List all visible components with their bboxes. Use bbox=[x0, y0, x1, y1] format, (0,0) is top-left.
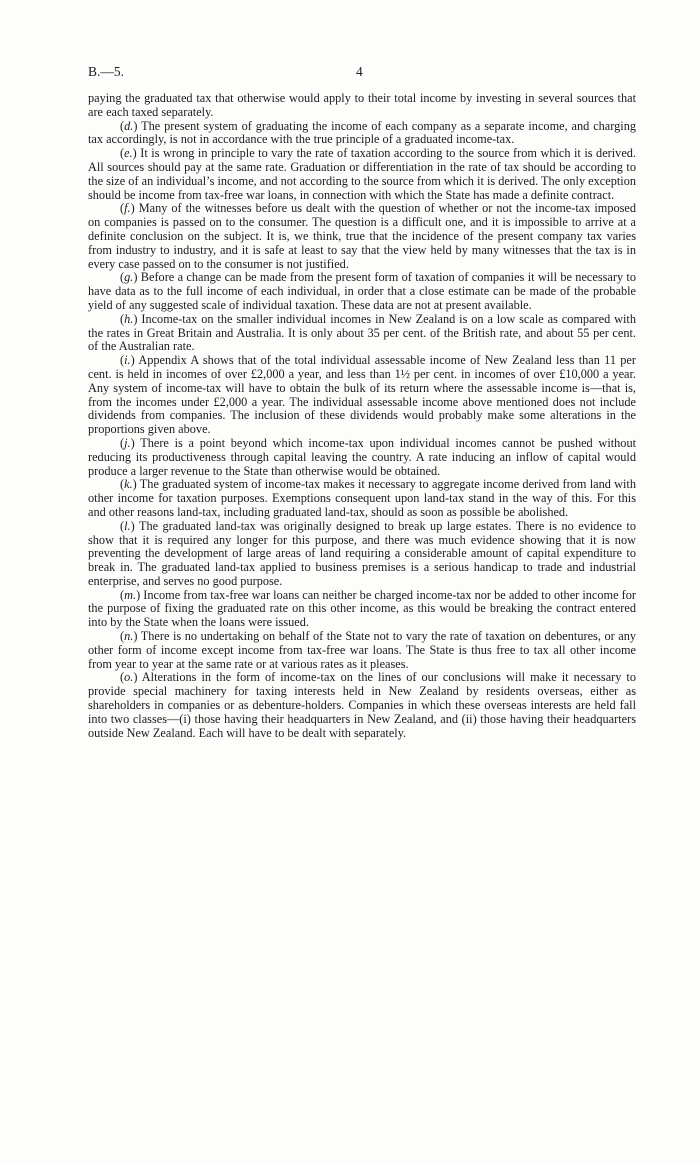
item-label-open: ( bbox=[120, 629, 125, 644]
item-label-close: ) bbox=[132, 146, 141, 161]
item-text: There is a point beyond which income-tax upon individual incomes cannot be pushed without reducing its productiveness through capital leaving the country. A rate inducing an inflow of capital would produce a larger revenue to the State than otherwise would be obtained. bbox=[88, 435, 637, 478]
conclusion-item bbox=[88, 437, 636, 478]
item-label: f. bbox=[124, 201, 131, 216]
item-label-close: ) bbox=[132, 477, 140, 492]
item-label-open: ( bbox=[120, 353, 125, 368]
item-text: Income from tax-free war loans can neither be charged income-tax nor be added to other income for the purpose of fixing the graduated rate on this other income, as this would be breaking the contract entered into by the State when the loans were issued. bbox=[88, 587, 637, 630]
item-label-close: ) bbox=[130, 518, 139, 533]
item-label-open: ( bbox=[120, 146, 125, 161]
conclusion-item bbox=[88, 589, 636, 630]
conclusion-item bbox=[88, 354, 636, 437]
item-label: k. bbox=[124, 477, 133, 492]
item-label: n. bbox=[124, 629, 134, 644]
item-label-close: ) bbox=[130, 353, 139, 368]
item-label-open: ( bbox=[120, 201, 125, 216]
item-label-open: ( bbox=[120, 587, 125, 602]
item-text: The present system of graduating the income of each company as a separate income, and charging tax accordingly, is not in accordance with the true principle of a graduated income-tax. bbox=[88, 118, 637, 147]
item-label-close: ) bbox=[133, 311, 142, 326]
item-label-close: ) bbox=[133, 118, 142, 133]
item-label-close: ) bbox=[136, 587, 144, 602]
item-label-close: ) bbox=[133, 670, 142, 685]
conclusion-item bbox=[88, 271, 636, 312]
item-label-open: ( bbox=[120, 118, 125, 133]
item-text: Before a change can be made from the present form of taxation of companies it will be necessary to have data as to the full income of each individual, in order that a close estimate can be made of the probable yield of any suggested scale of individual taxation. These data are not at present available. bbox=[88, 270, 637, 312]
item-label: j. bbox=[124, 435, 131, 450]
conclusion-list bbox=[88, 120, 636, 741]
body-text bbox=[88, 92, 636, 740]
item-label-close: ) bbox=[133, 270, 141, 285]
item-text: Appendix A shows that of the total individual assessable income of New Zealand less than 11 per cent. is held in incomes of over £2,000 a year, and less than 1½ per cent. in incomes of over £10,000 a year. Any system of income-tax will have to obtain the bulk of its return where the assessable income is—that is, from the incomes under £2,000 a year. The individual assessable income above mentioned does not include dividends from companies. The inclusion of these dividends would probably make some alterations in the proportions given above. bbox=[88, 353, 636, 437]
conclusion-item bbox=[88, 120, 636, 148]
item-text: It is wrong in principle to vary the rate of taxation according to the source from which it is derived. All sources should pay at the same rate. Graduation or differentiation in the rate of tax should be according to the size of an individual’s income, and not according to the source from which it is derived. The only exception should be income from tax-free war loans, in connection with which the State has made a definite contract. bbox=[88, 146, 637, 202]
item-label: d. bbox=[124, 118, 134, 133]
conclusion-item bbox=[88, 147, 636, 202]
conclusion-item bbox=[88, 478, 636, 519]
item-label-open: ( bbox=[120, 270, 125, 285]
item-text: The graduated system of income-tax makes it necessary to aggregate income derived from land with other income for taxation purposes. Exemptions consequent upon land-tax stand in the way of this. For this and other reasons land-tax, including graduated land-tax, should as soon as possible be abolished. bbox=[88, 477, 636, 519]
page-header bbox=[88, 64, 636, 84]
item-label: i. bbox=[124, 353, 131, 368]
item-label-open: ( bbox=[120, 670, 125, 685]
item-label-close: ) bbox=[130, 435, 141, 450]
conclusion-item bbox=[88, 671, 636, 740]
conclusion-item bbox=[88, 630, 636, 671]
page-number: 4 bbox=[356, 64, 363, 79]
item-label-close: ) bbox=[130, 201, 139, 216]
conclusion-item bbox=[88, 520, 636, 589]
item-label: g. bbox=[124, 270, 134, 285]
conclusion-item bbox=[88, 202, 636, 271]
item-label: m. bbox=[124, 587, 137, 602]
item-label: h. bbox=[124, 311, 134, 326]
item-text: The graduated land-tax was originally designed to break up large estates. There is no evidence to show that it is required any longer for this purpose, and there was much evidence showing that it is now preventing the development of large areas of land requiring a considerable amount of capital expenditure to break in. The graduated land-tax applied to business premises is a serious handicap to trade and industrial enterprise, and serves no good purpose. bbox=[88, 518, 636, 588]
item-label: l. bbox=[124, 518, 131, 533]
conclusion-item bbox=[88, 313, 636, 354]
item-text: Many of the witnesses before us dealt with the question of whether or not the income-tax imposed on companies is passed on to the consumer. The question is a difficult one, and it is impossible to arrive at a definite conclusion on the subject. It is, we think, true that the incidence of the present company tax varies from industry to industry, and it is safe at least to say that the view held by many witnesses that the tax is in every case passed on to the consumer is not justified. bbox=[88, 201, 637, 271]
item-text: There is no undertaking on behalf of the State not to vary the rate of taxation on debentures, or any other form of income except income from tax-free war loans. The State is thus free to tax all other income from year to year at the same rate or at various rates as it pleases. bbox=[88, 629, 636, 671]
item-text: Alterations in the form of income-tax on the lines of our conclusions will make it necessary to provide special machinery for taxing interests held in New Zealand by residents overseas, either as shareholders in companies or as debenture-holders. Companies in which these overseas interests are held fall into two classes—(i) those having their headquarters in New Zealand, and (ii) those having their headquarters outside New Zealand. Each will have to be dealt with separately. bbox=[88, 670, 636, 740]
item-label-open: ( bbox=[120, 477, 125, 492]
item-label-close: ) bbox=[133, 629, 141, 644]
item-label-open: ( bbox=[120, 435, 125, 450]
item-text: Income-tax on the smaller individual incomes in New Zealand is on a low scale as compared with the rates in Great Britain and Australia. It is only about 35 per cent. of the British rate, and about 55 per cent. of the Australian rate. bbox=[88, 311, 637, 354]
continued-paragraph: paying the graduated tax that otherwise would apply to their total income by investing in several sources that are each taxed separately. bbox=[88, 91, 636, 119]
item-label: e. bbox=[124, 146, 133, 161]
document-reference: B.—5. bbox=[88, 64, 125, 79]
item-label-open: ( bbox=[120, 518, 125, 533]
item-label: o. bbox=[124, 670, 134, 685]
item-label-open: ( bbox=[120, 311, 125, 326]
